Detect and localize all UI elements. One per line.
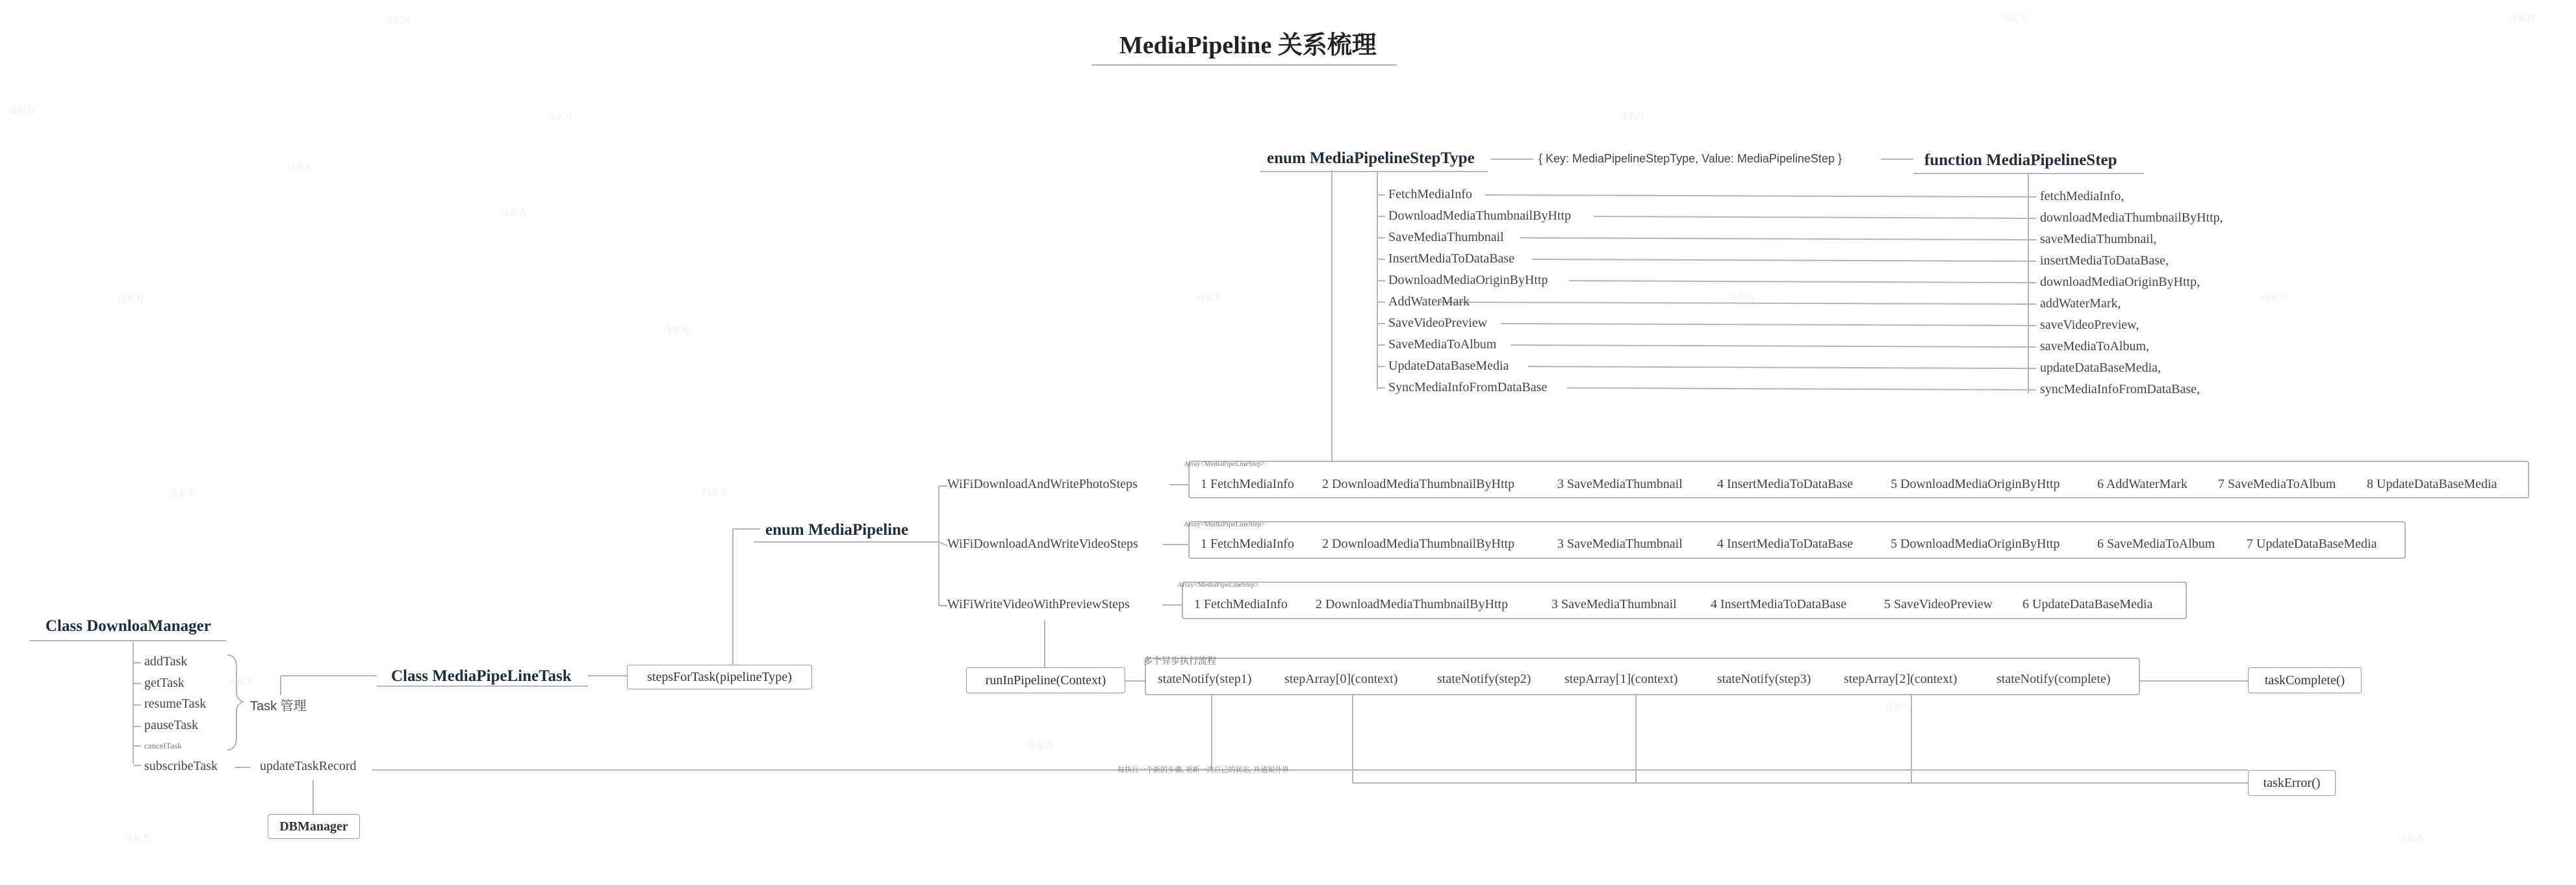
pipeline-step: 3 SaveMediaThumbnail — [1557, 477, 1683, 491]
task-complete-node: taskComplete() — [2248, 667, 2362, 693]
pipeline-step: 1 FetchMediaInfo — [1201, 477, 1294, 491]
pipeline-step: 5 SaveVideoPreview — [1884, 597, 1993, 611]
step-type-item: DownloadMediaThumbnailByHttp — [1388, 209, 1572, 223]
watermark: 马东方 — [2261, 292, 2288, 303]
array-label-video: Array<MediaPipeLineStep> — [1184, 520, 1266, 528]
enum-media-pipeline-title: enum MediaPipeline — [765, 521, 909, 539]
watermark: 马东方 — [2001, 13, 2028, 23]
watermark: 马东方 — [286, 162, 313, 173]
array-label-preview: Array<MediaPipeLineStep> — [1177, 581, 1259, 589]
run-in-pipeline-node: runInPipeline(Context) — [966, 667, 1125, 693]
watermark: 马东方 — [1195, 292, 1223, 303]
pipeline-name-preview: WiFiWriteVideoWithPreviewSteps — [947, 597, 1130, 611]
function-step-title: function MediaPipelineStep — [1924, 151, 2117, 169]
pipeline-step: 1 FetchMediaInfo — [1201, 537, 1294, 551]
pipeline-name-photo: WiFiDownloadAndWritePhotoSteps — [947, 477, 1138, 491]
step-type-item: SaveVideoPreview — [1388, 316, 1488, 330]
step-type-item: SaveMediaThumbnail — [1388, 230, 1504, 244]
step-type-item: InsertMediaToDataBase — [1388, 251, 1515, 266]
step-type-item: SyncMediaInfoFromDataBase — [1388, 380, 1548, 394]
pipeline-step: 4 InsertMediaToDataBase — [1711, 597, 1847, 611]
method-subscribe-task: subscribeTask — [144, 759, 218, 773]
step-type-item: UpdateDataBaseMedia — [1388, 359, 1509, 373]
step-type-item: FetchMediaInfo — [1388, 187, 1472, 201]
watermark: 马东方 — [123, 833, 151, 843]
method-cancel-task: cancelTask — [144, 741, 182, 750]
watermark: 马东方 — [1618, 110, 1645, 121]
method-pause-task: pauseTask — [144, 718, 199, 732]
function-step-item: saveMediaThumbnail, — [2040, 232, 2157, 246]
watermark: 马东方 — [8, 105, 35, 116]
page-title: MediaPipeline 关系梳理 — [1119, 32, 1377, 59]
watermark: 马东方 — [1884, 702, 1911, 712]
watermark: 马东方 — [663, 325, 690, 335]
function-step-item: fetchMediaInfo, — [2040, 189, 2124, 203]
function-step-item: downloadMediaThumbnailByHttp, — [2040, 211, 2223, 225]
async-note: 多个异步执行流程 — [1143, 657, 1216, 667]
watermark: 马东方 — [1728, 292, 1755, 303]
run-step: stepArray[0](context) — [1284, 672, 1398, 686]
pipeline-step: 7 SaveMediaToAlbum — [2218, 477, 2336, 491]
function-step-item: saveVideoPreview, — [2040, 318, 2139, 332]
method-add-task: addTask — [144, 654, 188, 669]
pipeline-step: 4 InsertMediaToDataBase — [1717, 477, 1854, 491]
pipeline-step: 6 AddWaterMark — [2097, 477, 2187, 491]
pipeline-step: 8 UpdateDataBaseMedia — [2367, 477, 2497, 491]
function-step-item: updateDataBaseMedia, — [2040, 361, 2162, 375]
pipeline-step: 2 DownloadMediaThumbnailByHttp — [1316, 597, 1509, 611]
function-step-item: addWaterMark, — [2040, 296, 2121, 311]
function-step-item: downloadMediaOriginByHttp, — [2040, 275, 2200, 289]
update-note: 每执行一个新的步骤, 更新一次自己的状态, 并通知外界 — [1117, 766, 1289, 774]
pipeline-step: 3 SaveMediaThumbnail — [1557, 537, 1683, 551]
steps-for-task-node: stepsForTask(pipelineType) — [627, 665, 812, 689]
task-error-node: taskError() — [2248, 770, 2336, 796]
class-downloa-manager-title: Class DownloaManager — [45, 617, 211, 635]
watermark: 马东方 — [2397, 833, 2425, 843]
watermark: 马东方 — [702, 487, 729, 498]
run-step: stateNotify(step3) — [1717, 672, 1811, 686]
watermark: 马东方 — [227, 677, 255, 687]
pipeline-step: 4 InsertMediaToDataBase — [1717, 537, 1854, 551]
run-step: stepArray[1](context) — [1564, 672, 1678, 686]
watermark: 马东方 — [169, 489, 196, 499]
watermark: 马东方 — [117, 294, 144, 304]
run-step: stateNotify(step1) — [1158, 672, 1252, 686]
function-step-item: saveMediaToAlbum, — [2040, 339, 2150, 353]
update-task-record: updateTaskRecord — [260, 759, 357, 773]
method-get-task: getTask — [144, 676, 185, 690]
task-management-label: Task 管理 — [250, 699, 307, 713]
pipeline-step: 6 UpdateDataBaseMedia — [2022, 597, 2153, 611]
function-step-item: insertMediaToDataBase, — [2040, 253, 2169, 268]
class-media-pipeline-task-title: Class MediaPipeLineTask — [391, 667, 572, 685]
pipeline-name-video: WiFiDownloadAndWriteVideoSteps — [947, 537, 1138, 551]
watermark: 马东方 — [383, 16, 411, 26]
pipeline-step: 7 UpdateDataBaseMedia — [2247, 537, 2377, 551]
watermark: 马东方 — [546, 112, 573, 122]
pipeline-step: 5 DownloadMediaOriginByHttp — [1891, 477, 2060, 491]
db-manager-node: DBManager — [268, 814, 360, 839]
step-type-item: AddWaterMark — [1388, 294, 1470, 309]
run-step: stepArray[2](context) — [1844, 672, 1958, 686]
enum-step-type-title: enum MediaPipelineStepType — [1267, 149, 1475, 167]
pipeline-step: 2 DownloadMediaThumbnailByHttp — [1322, 537, 1515, 551]
pipeline-step: 3 SaveMediaThumbnail — [1551, 597, 1677, 611]
method-resume-task: resumeTask — [144, 697, 207, 711]
array-label-photo: Array<MediaPipeLineStep> — [1184, 460, 1266, 468]
watermark: 马东方 — [2508, 13, 2535, 23]
map-key-value-label: { Key: MediaPipelineStepType, Value: MediaPipelineStep } — [1538, 152, 1842, 165]
run-step: stateNotify(complete) — [1996, 672, 2111, 686]
step-type-item: SaveMediaToAlbum — [1388, 337, 1497, 352]
pipeline-step: 1 FetchMediaInfo — [1194, 597, 1288, 611]
watermark: 马东方 — [1027, 741, 1054, 751]
watermark: 马东方 — [500, 208, 528, 218]
run-step: stateNotify(step2) — [1437, 672, 1531, 686]
function-step-item: syncMediaInfoFromDataBase, — [2040, 382, 2200, 396]
pipeline-step: 6 SaveMediaToAlbum — [2097, 537, 2215, 551]
pipeline-step: 5 DownloadMediaOriginByHttp — [1891, 537, 2060, 551]
step-type-item: DownloadMediaOriginByHttp — [1388, 273, 1548, 287]
pipeline-step: 2 DownloadMediaThumbnailByHttp — [1322, 477, 1515, 491]
